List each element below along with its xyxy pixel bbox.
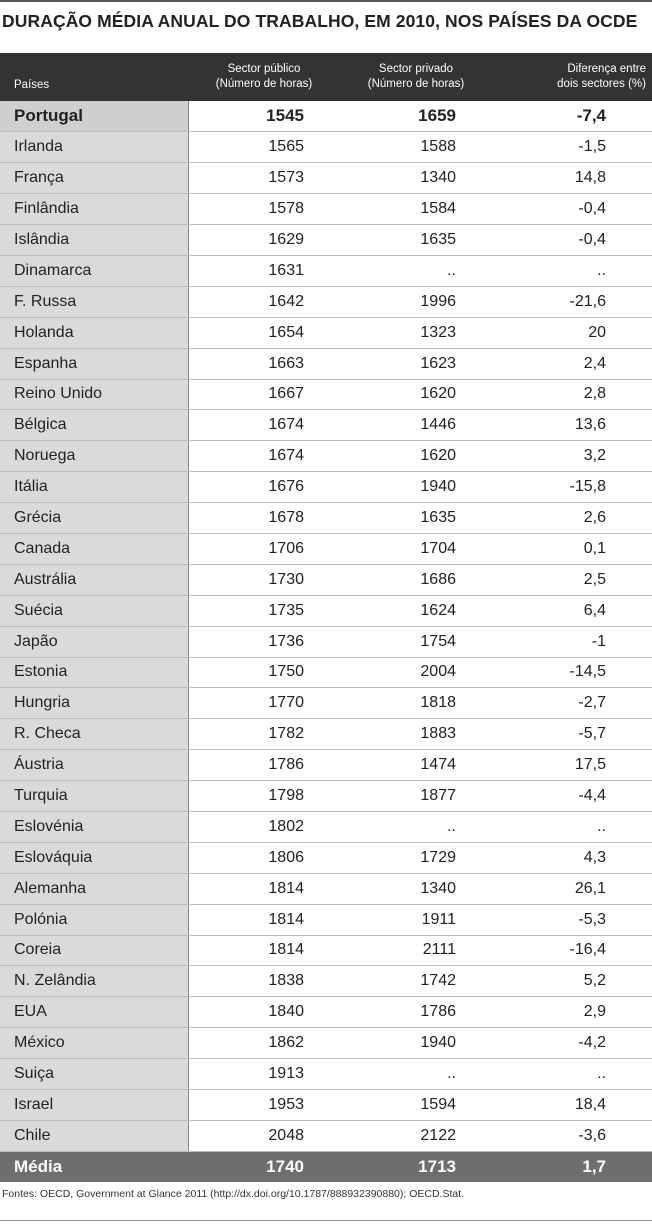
difference-cell: -0,4 [492,194,652,225]
column-header-line: Países [14,79,50,91]
country-cell: R. Checa [0,719,188,750]
private-hours-cell: 1340 [340,873,492,904]
country-cell: Israel [0,1090,188,1121]
country-cell: Eslovénia [0,811,188,842]
top-rule [0,0,652,2]
table-row [0,688,652,719]
country-cell: Islândia [0,225,188,256]
table-row [0,1120,652,1151]
country-cell: EUA [0,997,188,1028]
difference-cell: 14,8 [492,163,652,194]
public-hours-cell: 1629 [188,225,340,256]
public-hours-cell: 1750 [188,657,340,688]
public-hours-cell: 1740 [188,1151,340,1182]
table-row [0,904,652,935]
chart-title: DURAÇÃO MÉDIA ANUAL DO TRABALHO, EM 2010, NOS PAÍSES DA OCDE [2,11,638,31]
country-cell: México [0,1028,188,1059]
table-row [0,811,652,842]
public-hours-cell: 1674 [188,410,340,441]
public-hours-cell: 1735 [188,595,340,626]
table-row [0,317,652,348]
table-row [0,132,652,163]
difference-cell: .. [492,255,652,286]
public-hours-cell: 1814 [188,873,340,904]
difference-cell: -3,6 [492,1120,652,1151]
country-cell: F. Russa [0,286,188,317]
difference-cell: 17,5 [492,750,652,781]
private-hours-cell: 1686 [340,564,492,595]
public-hours-cell: 1840 [188,997,340,1028]
difference-cell: -1,5 [492,132,652,163]
table-row [0,441,652,472]
public-hours-cell: 1838 [188,966,340,997]
private-hours-cell: .. [340,1059,492,1090]
public-hours-cell: 1573 [188,163,340,194]
public-hours-cell: 1545 [188,101,340,132]
country-cell: Polónia [0,904,188,935]
source-note: Fontes: OECD, Government at Glance 2011 (http://dx.doi.org/10.1787/888932390880); OECD.Stat. [2,1188,465,1200]
public-hours-cell: 1578 [188,194,340,225]
country-cell: Áustria [0,750,188,781]
private-hours-cell: 1729 [340,842,492,873]
public-hours-cell: 1631 [188,255,340,286]
country-cell: Suécia [0,595,188,626]
difference-cell: 4,3 [492,842,652,873]
difference-cell: 3,2 [492,441,652,472]
country-cell: Austrália [0,564,188,595]
public-hours-cell: 1706 [188,533,340,564]
public-hours-cell: 1678 [188,503,340,534]
public-hours-cell: 1786 [188,750,340,781]
difference-cell: 0,1 [492,533,652,564]
table-row [0,997,652,1028]
private-hours-cell: 1594 [340,1090,492,1121]
difference-cell: -14,5 [492,657,652,688]
country-cell: Turquia [0,781,188,812]
public-hours-cell: 1676 [188,472,340,503]
table-row [0,225,652,256]
difference-cell: 2,9 [492,997,652,1028]
difference-cell: 13,6 [492,410,652,441]
column-header-public [188,53,340,101]
difference-cell: -0,4 [492,225,652,256]
difference-cell: -21,6 [492,286,652,317]
private-hours-cell: 1635 [340,503,492,534]
country-cell: N. Zelândia [0,966,188,997]
difference-cell: 5,2 [492,966,652,997]
public-hours-cell: 1913 [188,1059,340,1090]
table-row [0,657,652,688]
table-row [0,286,652,317]
difference-cell: -7,4 [492,101,652,132]
private-hours-cell: 1620 [340,379,492,410]
table-row [0,410,652,441]
public-hours-cell: 1770 [188,688,340,719]
country-cell: Coreia [0,935,188,966]
difference-cell: 2,5 [492,564,652,595]
country-cell: Holanda [0,317,188,348]
private-hours-cell: 1323 [340,317,492,348]
country-cell: Irlanda [0,132,188,163]
table-row [0,966,652,997]
highlight-row-portugal [0,101,652,132]
table-row [0,935,652,966]
difference-cell: -16,4 [492,935,652,966]
public-hours-cell: 1565 [188,132,340,163]
country-cell: Suiça [0,1059,188,1090]
table-row [0,873,652,904]
difference-cell: 18,4 [492,1090,652,1121]
table-row [0,348,652,379]
public-hours-cell: 2048 [188,1120,340,1151]
private-hours-cell: 1754 [340,626,492,657]
public-hours-cell: 1667 [188,379,340,410]
public-hours-cell: 1798 [188,781,340,812]
difference-cell: .. [492,1059,652,1090]
country-cell: Dinamarca [0,255,188,286]
column-header-line: (Número de horas) [367,78,465,90]
private-hours-cell: 1883 [340,719,492,750]
table-row [0,503,652,534]
country-cell: Hungria [0,688,188,719]
country-cell: Canada [0,533,188,564]
difference-cell: 2,8 [492,379,652,410]
private-hours-cell: 1742 [340,966,492,997]
private-hours-cell: 1659 [340,101,492,132]
table-row [0,1090,652,1121]
country-cell: Média [0,1151,188,1182]
header-row [0,53,652,101]
column-header-line: dois sectores (%) [557,78,646,90]
private-hours-cell: 2111 [340,935,492,966]
public-hours-cell: 1814 [188,935,340,966]
private-hours-cell: 1340 [340,163,492,194]
country-cell: Espanha [0,348,188,379]
public-hours-cell: 1730 [188,564,340,595]
difference-cell: -5,3 [492,904,652,935]
public-hours-cell: 1654 [188,317,340,348]
data-table [0,53,652,1182]
difference-cell: 26,1 [492,873,652,904]
difference-cell: -2,7 [492,688,652,719]
private-hours-cell: 1588 [340,132,492,163]
country-cell: França [0,163,188,194]
country-cell: Chile [0,1120,188,1151]
country-cell: Estonia [0,657,188,688]
table-body [0,101,652,1182]
private-hours-cell: 1623 [340,348,492,379]
table-row [0,750,652,781]
column-header-line: Sector privado [378,63,454,75]
difference-cell: -4,4 [492,781,652,812]
public-hours-cell: 1953 [188,1090,340,1121]
average-row [0,1151,652,1182]
country-cell: Itália [0,472,188,503]
column-header-line: Sector público [227,63,301,75]
column-header-difference [492,53,652,101]
difference-cell: 20 [492,317,652,348]
column-header-country [0,53,188,101]
private-hours-cell: 1474 [340,750,492,781]
private-hours-cell: 1940 [340,472,492,503]
table-row [0,719,652,750]
table-row [0,564,652,595]
private-hours-cell: .. [340,811,492,842]
country-cell: Alemanha [0,873,188,904]
table-row [0,595,652,626]
public-hours-cell: 1674 [188,441,340,472]
table-row [0,1028,652,1059]
public-hours-cell: 1806 [188,842,340,873]
country-cell: Portugal [0,101,188,132]
public-hours-cell: 1736 [188,626,340,657]
country-cell: Finlândia [0,194,188,225]
private-hours-cell: 1713 [340,1151,492,1182]
difference-cell: -4,2 [492,1028,652,1059]
country-cell: Eslováquia [0,842,188,873]
table-row [0,533,652,564]
public-hours-cell: 1782 [188,719,340,750]
public-hours-cell: 1814 [188,904,340,935]
country-cell: Grécia [0,503,188,534]
public-hours-cell: 1642 [188,286,340,317]
difference-cell: -5,7 [492,719,652,750]
column-header-line: Diferença entre [567,63,646,75]
private-hours-cell: 1996 [340,286,492,317]
public-hours-cell: 1862 [188,1028,340,1059]
private-hours-cell: 2004 [340,657,492,688]
difference-cell: 2,6 [492,503,652,534]
bottom-rule [0,1220,652,1221]
private-hours-cell: 1635 [340,225,492,256]
private-hours-cell: 1786 [340,997,492,1028]
private-hours-cell: 1704 [340,533,492,564]
private-hours-cell: 1620 [340,441,492,472]
difference-cell: 6,4 [492,595,652,626]
private-hours-cell: 1877 [340,781,492,812]
difference-cell: 1,7 [492,1151,652,1182]
difference-cell: 2,4 [492,348,652,379]
difference-cell: -1 [492,626,652,657]
column-header-line: (Número de horas) [215,78,313,90]
public-hours-cell: 1802 [188,811,340,842]
table-row [0,781,652,812]
table-row [0,163,652,194]
table-row [0,255,652,286]
table-row [0,626,652,657]
private-hours-cell: 1446 [340,410,492,441]
private-hours-cell: 1624 [340,595,492,626]
private-hours-cell: 2122 [340,1120,492,1151]
country-cell: Reino Unido [0,379,188,410]
table-row [0,194,652,225]
country-cell: Noruega [0,441,188,472]
table-row [0,1059,652,1090]
country-cell: Bélgica [0,410,188,441]
table-row [0,379,652,410]
private-hours-cell: 1940 [340,1028,492,1059]
difference-cell: -15,8 [492,472,652,503]
table-row [0,842,652,873]
private-hours-cell: 1911 [340,904,492,935]
private-hours-cell: 1818 [340,688,492,719]
table-row [0,472,652,503]
country-cell: Japão [0,626,188,657]
difference-cell: .. [492,811,652,842]
column-header-private [340,53,492,101]
public-hours-cell: 1663 [188,348,340,379]
private-hours-cell: .. [340,255,492,286]
private-hours-cell: 1584 [340,194,492,225]
